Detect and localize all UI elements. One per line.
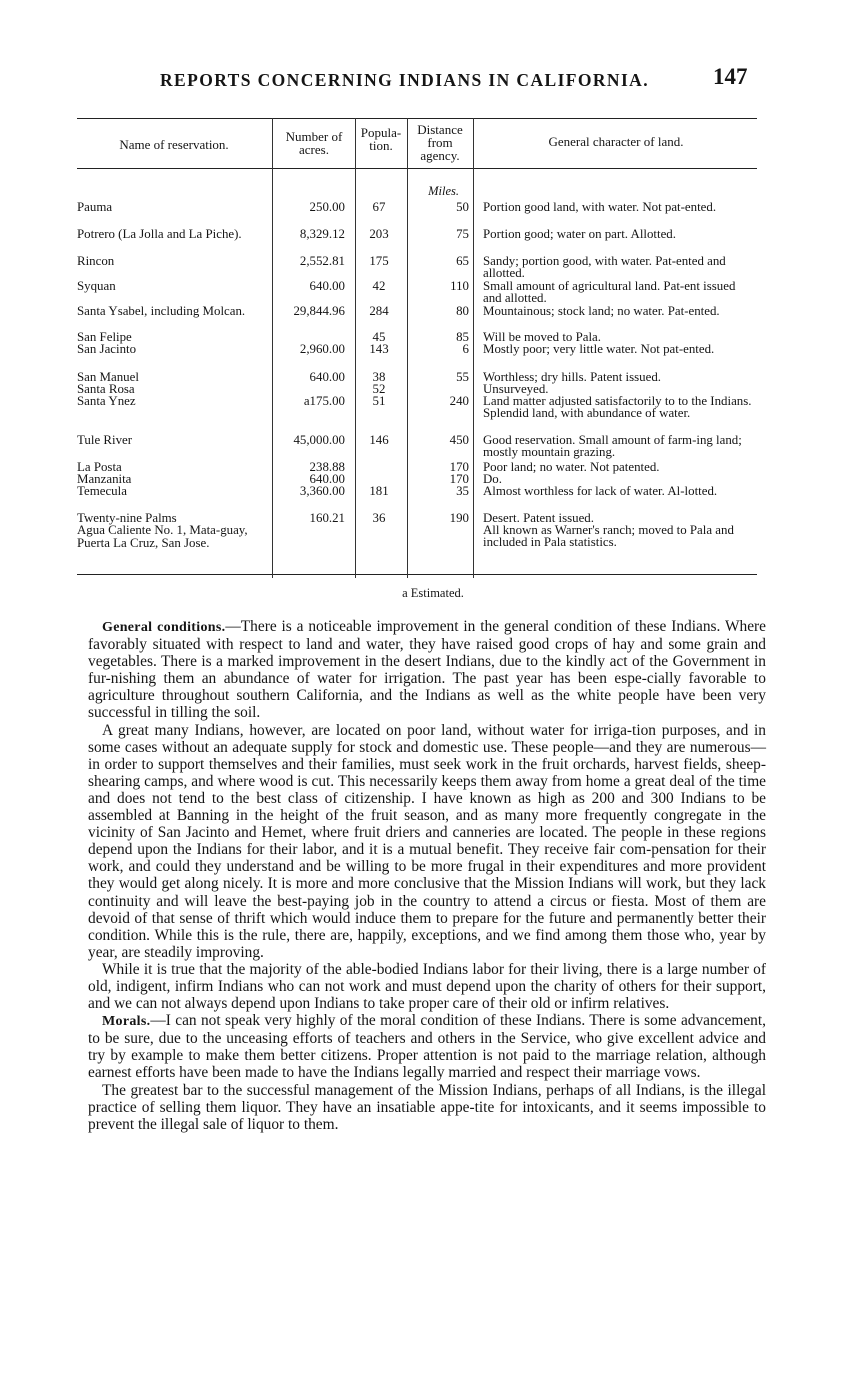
land-character-cell: Sandy; portion good, with water. Pat-ented and allotted. <box>483 254 726 280</box>
distance-cell: 75 <box>456 227 469 241</box>
column-header-name: Name of reservation. <box>119 137 229 152</box>
page-number: 147 <box>713 64 748 89</box>
reservation-name: La Posta <box>77 460 122 474</box>
acres-cell: 29,844.96 <box>293 304 345 318</box>
distance-cell: 170 <box>449 460 469 474</box>
population-cell: 45 <box>372 330 386 344</box>
population-cell: 38 <box>372 370 386 384</box>
distance-cell: 85 <box>456 330 469 344</box>
distance-cell: 80 <box>456 304 469 318</box>
table-footnote: a Estimated. <box>402 586 464 600</box>
population-cell: 284 <box>369 304 389 318</box>
distance-cell: 65 <box>456 254 469 268</box>
reservation-name: Rincon <box>77 254 115 268</box>
column-header-population: Popula-tion. <box>360 125 402 153</box>
distance-cell: 50 <box>456 200 469 214</box>
land-character-cell: Will be moved to Pala. <box>483 330 601 344</box>
paragraph <box>88 1082 766 1133</box>
reservation-name: San Manuel <box>77 370 139 384</box>
column-header-distance: Distance from agency. <box>417 122 463 163</box>
population-cell: 143 <box>369 342 389 356</box>
reservation-name: Potrero (La Jolla and La Piche). <box>77 227 242 241</box>
paragraph <box>88 618 766 722</box>
distance-cell: 450 <box>449 433 469 447</box>
population-cell: 67 <box>372 200 386 214</box>
distance-cell: 110 <box>450 279 469 293</box>
paragraph-text: —There is a noticeable improvement in the general condition of these Indians. Where favorably situated with respect to land and water, they have raised good crops of hay and some grain and vegetables. There is a marked improvement in the desert Indians, due to the kindly act of the Government in fur-nishing them an abundance of water for irrigation. The past year has been espe-cially favorable to agriculture throughout southern California, and the Indians as well as the white people have been very successful in tilling the soil. <box>88 618 766 722</box>
land-character-cell: Desert. Patent issued. <box>483 511 594 525</box>
column-header-character: General character of land. <box>548 134 684 149</box>
distance-cell: 35 <box>456 484 469 498</box>
population-cell: 51 <box>372 394 386 408</box>
distance-unit-label: Miles. <box>428 184 459 198</box>
population-cell: 36 <box>372 511 386 525</box>
acres-cell: 640.00 <box>309 279 345 293</box>
land-character-cell: Small amount of agricultural land. Pat-ent issued and allotted. <box>483 279 736 305</box>
population-cell: 146 <box>369 433 389 447</box>
paragraph-text: —I can not speak very highly of the moral condition of these Indians. There is some advancement, to be sure, due to the unceasing efforts of teachers and others in the Service, who give excellent advice and try by example to make them better citizens. Proper attention is not paid to the marriage relation, although earnest efforts have been made to have the Indians legally married and respect their marriage vows. <box>88 1012 766 1082</box>
land-character-cell: Mountainous; stock land; no water. Pat-ented. <box>483 304 720 318</box>
reservation-name: Santa Ysabel, including Molcan. <box>77 304 246 318</box>
acres-cell: 2,960.00 <box>299 342 345 356</box>
land-character-cell: Unsurveyed. <box>483 382 549 396</box>
population-cell: 42 <box>372 279 386 293</box>
reservation-name: Santa Ynez <box>77 394 136 408</box>
reservation-name: San Jacinto <box>77 342 137 356</box>
paragraph-text: While it is true that the majority of the able-bodied Indians labor for their living, there is a large number of old, indigent, infirm Indians who can not work and must depend upon the charity of others for their support, and we can not always depend upon Indians to take proper care of their old or infirm relatives. <box>88 960 766 1013</box>
reservation-name: Santa Rosa <box>77 382 135 396</box>
paragraph <box>88 1012 766 1081</box>
paragraph-lead: General conditions. <box>102 620 226 635</box>
column-header-acres: Number of acres. <box>285 129 343 157</box>
population-cell: 175 <box>369 254 389 268</box>
land-character-cell: Do. <box>483 472 502 486</box>
land-character-cell: Worthless; dry hills. Patent issued. <box>483 370 661 384</box>
reservation-name: Twenty-nine Palms <box>77 511 177 525</box>
distance-cell: 170 <box>449 472 469 486</box>
page-header <box>160 64 760 94</box>
paragraph-text: The greatest bar to the successful management of the Mission Indians, perhaps of all Indians, is the illegal practice of selling them liquor. They have an insatiable appe-tite for intoxicants, and it seems impossible to prevent the illegal sale of liquor to them. <box>88 1081 766 1133</box>
land-character-cell: Almost worthless for lack of water. Al-lotted. <box>483 484 718 498</box>
reservation-table <box>77 118 757 578</box>
table-top-rule <box>77 118 757 119</box>
land-character-cell: Portion good land, with water. Not pat-ented. <box>483 200 717 214</box>
land-character-cell: Land matter adjusted satisfactorily to to the Indians. Splendid land, with abundance of water. <box>483 394 752 420</box>
land-character-cell: Mostly poor; very little water. Not pat-ented. <box>483 342 715 356</box>
reservation-name: Pauma <box>77 200 113 214</box>
paragraph-text: A great many Indians, however, are located on poor land, without water for irriga-tion purposes, and in some cases without an adequate supply for stock and domestic use. These people—and they are numerous—in order to support themselves and their families, must seek work in the fruit orchards, harvest fields, sheep-shearing camps, and where wood is cut. This necessarily keeps them away from home a great deal of the time and does not tend to the best class of citizenship. I have known as high as 200 and 300 Indians to be assembled at Banning in the height of the fruit season, and as many more frequently congregate in the vicinity of San Jacinto and Hemet, where fruit driers and canneries are located. The people in these regions depend upon the Indians for their labor, and it is a mutual benefit. They receive fair com-pensation for their work, and could they understand and be willing to be more frugal in their expenditures and more provident they would get along nicely. It is more and more conclusive that the Mission Indians will work, but they lack continuity and will leave the best-paying job in the country to attend a circus or fiesta. Most of them are devoid of that sense of thrift which would induce them to prepare for the future and permanently better their condition. While this is the rule, there are, happily, exceptions, and we find among them those who, year by year, are steadily improving. <box>88 721 766 961</box>
acres-cell: 2,552.81 <box>299 254 345 268</box>
acres-cell: 238.88 <box>309 460 345 474</box>
acres-cell: 250.00 <box>309 200 345 214</box>
population-cell: 52 <box>372 382 386 396</box>
land-character-cell: Poor land; no water. Not patented. <box>483 460 660 474</box>
distance-cell: 55 <box>456 370 469 384</box>
acres-cell: 45,000.00 <box>293 433 345 447</box>
reservation-name: Syquan <box>77 279 116 293</box>
distance-cell: 190 <box>449 511 469 525</box>
reservation-name: Tule River <box>77 433 133 447</box>
paragraph-lead: Morals. <box>102 1014 151 1030</box>
reservation-name: Temecula <box>77 484 127 498</box>
body-text <box>88 618 766 1133</box>
population-cell: 181 <box>369 484 389 498</box>
running-title: REPORTS CONCERNING INDIANS IN CALIFORNIA. <box>160 70 649 90</box>
land-character-cell: All known as Warner's ranch; moved to Pala and included in Pala statistics. <box>483 523 734 549</box>
acres-cell: 160.21 <box>309 511 345 525</box>
paragraph <box>88 961 766 1012</box>
paragraph <box>88 722 766 961</box>
reservation-name: Manzanita <box>77 472 132 486</box>
acres-cell: 640.00 <box>309 370 345 384</box>
acres-cell: 8,329.12 <box>299 227 345 241</box>
reservation-name: Agua Caliente No. 1, Mata-guay, Puerta La Cruz, San Jose. <box>77 523 248 550</box>
reservation-name: San Felipe <box>77 330 132 344</box>
acres-cell: a175.00 <box>303 394 345 408</box>
acres-cell: 640.00 <box>309 472 345 486</box>
land-character-cell: Portion good; water on part. Allotted. <box>483 227 676 241</box>
column-divider <box>473 118 474 578</box>
distance-cell: 240 <box>449 394 469 408</box>
land-character-cell: Good reservation. Small amount of farm-ing land; mostly mountain grazing. <box>483 433 742 459</box>
table-header-rule <box>77 168 757 169</box>
distance-cell: 6 <box>462 342 469 356</box>
population-cell: 203 <box>369 227 389 241</box>
acres-cell: 3,360.00 <box>299 484 345 498</box>
table-bottom-rule <box>77 574 757 575</box>
